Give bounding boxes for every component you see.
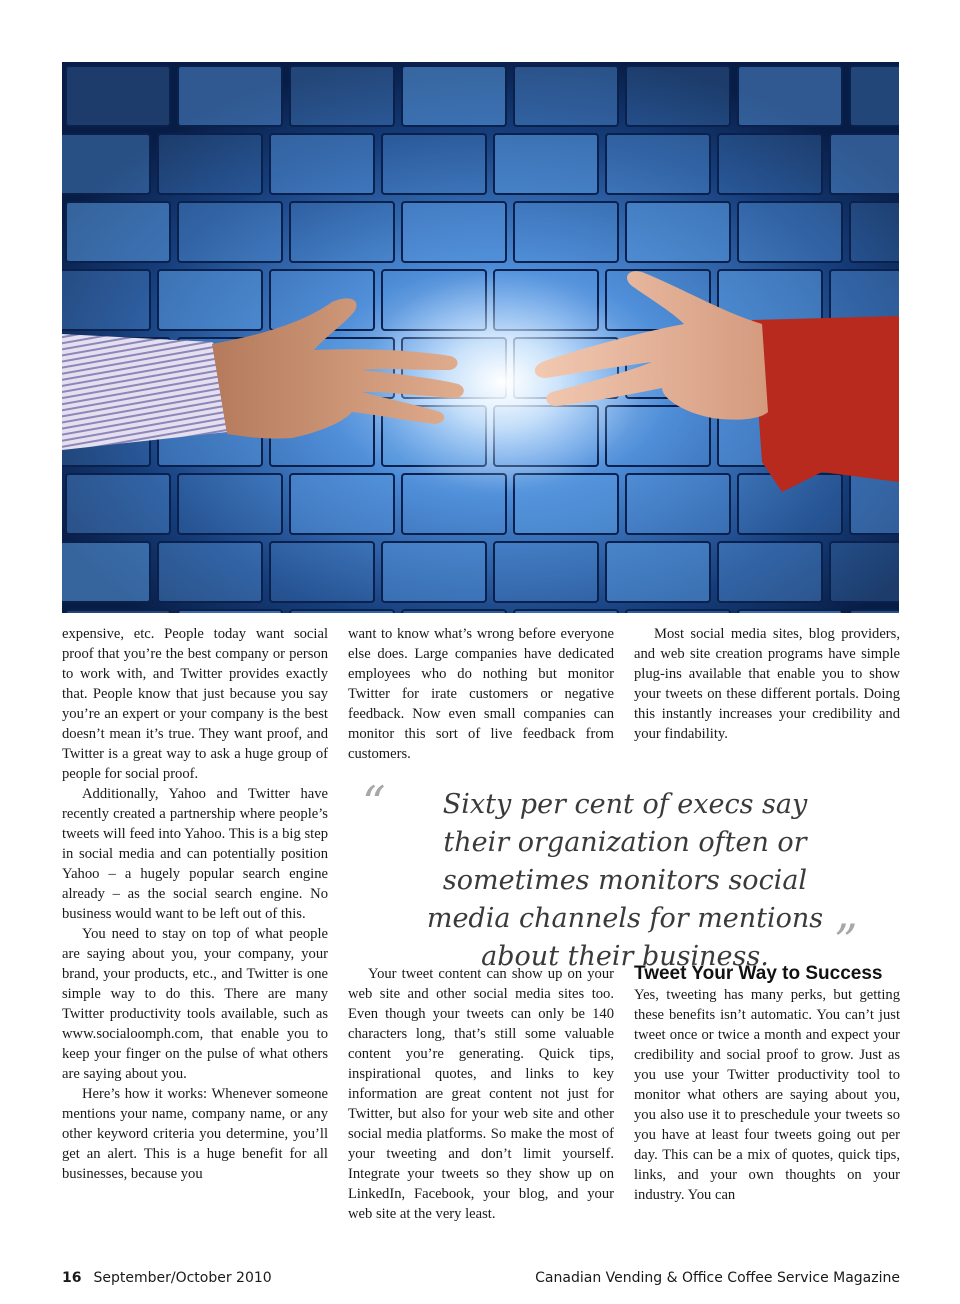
- monitor-tile: [178, 66, 282, 126]
- body-paragraph: Yes, tweeting has many perks, but getting these benefits isn’t automatic. You can’t just tweet once or twice a month and expect your credibility and social proof to grow. Just as you use your Twitter productivity tool to monitor what others are saying about you, you also use it to preschedule your tweets so you have at least four tweets going out per day. This can be a mix of quotes, quick tips, links, and your own thoughts on your industry. You can: [634, 987, 900, 1203]
- body-paragraph: Your tweet content can show up on your web site and other social media sites too. Even though your tweets can only be 140 characters long, that’s still some valuable content you’re generating. Quick tips, inspirational quotes, and links to key information are great content not just for Twitter, but also for your web site and other social media platforms. So make the most of your tweeting and don’t limit yourself. Integrate your tweets so they show up on LinkedIn, Facebook, your blog, and your web site at the very least.: [348, 966, 614, 1222]
- article-column-3-lower: [634, 964, 900, 1205]
- monitor-tile: [850, 202, 899, 262]
- monitor-tile: [850, 474, 899, 534]
- monitor-tile: [830, 134, 899, 194]
- monitor-tile: [66, 66, 170, 126]
- monitor-tile: [626, 610, 730, 613]
- monitor-tile: [626, 474, 730, 534]
- monitor-tile: [270, 542, 374, 602]
- monitor-tile: [738, 202, 842, 262]
- body-paragraph: Most social media sites, blog providers, and web site creation programs have simple plug-ins available that enable you to show your tweets on these different portals. Doing this instantly increases your credibility and your findability.: [634, 626, 900, 742]
- monitor-tile: [290, 66, 394, 126]
- page-footer-left: [62, 1270, 272, 1286]
- monitor-tile: [62, 542, 150, 602]
- hero-image: [62, 62, 899, 613]
- article-column-2-lower: [348, 964, 614, 1224]
- monitor-tile: [738, 66, 842, 126]
- pull-quote: Sixty per cent of execs say their organization often or sometimes monitors social media channels for mentions about their business.: [426, 789, 824, 972]
- monitor-tile: [606, 542, 710, 602]
- monitor-tile: [514, 66, 618, 126]
- article-column-3: [634, 624, 900, 744]
- monitor-tile: [382, 542, 486, 602]
- monitor-tile: [66, 610, 170, 613]
- monitor-tile: [514, 202, 618, 262]
- body-paragraph: Additionally, Yahoo and Twitter have recently created a partnership where people’s tweets will feed into Yahoo. This is a big step in social media and can potentially position Yahoo – a hugely popular search engine already – as the social search engine. No business would want to be left out of this.: [62, 786, 328, 922]
- publication-name: Canadian Vending & Office Coffee Service Magazine: [535, 1270, 900, 1286]
- monitor-tile: [494, 542, 598, 602]
- monitor-tile: [494, 134, 598, 194]
- monitor-tile: [626, 66, 730, 126]
- monitor-tile: [830, 542, 899, 602]
- monitor-tile: [158, 542, 262, 602]
- monitor-tile: [850, 610, 899, 613]
- body-paragraph: expensive, etc. People today want social proof that you’re the best company or person to work with, and Twitter provides exactly that. People know that just because you say you’re an expert or your company is the best doesn’t mean it’s true. They want proof, and Twitter is a great way to ask a huge group of people for social proof.: [62, 626, 328, 782]
- issue-date: September/October 2010: [93, 1270, 272, 1286]
- close-quote-mark: ”: [834, 914, 858, 968]
- monitor-tile: [850, 66, 899, 126]
- monitor-tile: [402, 66, 506, 126]
- monitor-tile: [402, 202, 506, 262]
- open-quote-mark: “: [362, 776, 386, 830]
- article-column-2: [348, 624, 614, 764]
- monitor-tile: [738, 610, 842, 613]
- monitor-tile: [178, 202, 282, 262]
- monitor-tile: [270, 134, 374, 194]
- body-paragraph: want to know what’s wrong before everyone else does. Large companies have dedicated employees who do nothing but monitor Twitter for irate customers or negative feedback. Now even small companies can monitor this sort of live feedback from customers.: [348, 626, 614, 762]
- monitor-tile: [62, 134, 150, 194]
- monitor-tile: [606, 134, 710, 194]
- monitor-tile: [158, 270, 262, 330]
- monitor-tile: [514, 610, 618, 613]
- page-number: 16: [62, 1270, 82, 1286]
- body-paragraph: You need to stay on top of what people are saying about you, your company, your brand, your products, etc., and Twitter is one simple way to do this. There are many Twitter productivity tools available, such as www.socialoomph.com, that enable you to keep your finger on the pulse of what others are saying about you.: [62, 926, 328, 1082]
- monitor-tile: [178, 474, 282, 534]
- monitor-tile: [66, 474, 170, 534]
- hero-illustration: [62, 62, 899, 613]
- monitor-tile: [290, 202, 394, 262]
- section-subheading: Tweet Your Way to Success: [634, 963, 883, 984]
- monitor-tile: [718, 134, 822, 194]
- monitor-tile: [382, 134, 486, 194]
- article-column-1: [62, 624, 328, 1184]
- body-paragraph: Here’s how it works: Whenever someone mentions your name, company name, or any other keyword criteria you determine, you’ll get an alert. This is a huge benefit for all businesses, because you: [62, 1086, 328, 1182]
- monitor-tile: [290, 610, 394, 613]
- monitor-tile: [626, 202, 730, 262]
- monitor-tile: [158, 134, 262, 194]
- monitor-tile: [402, 610, 506, 613]
- monitor-tile: [178, 610, 282, 613]
- monitor-tile: [718, 542, 822, 602]
- monitor-tile: [62, 270, 150, 330]
- monitor-tile: [290, 474, 394, 534]
- monitor-tile: [66, 202, 170, 262]
